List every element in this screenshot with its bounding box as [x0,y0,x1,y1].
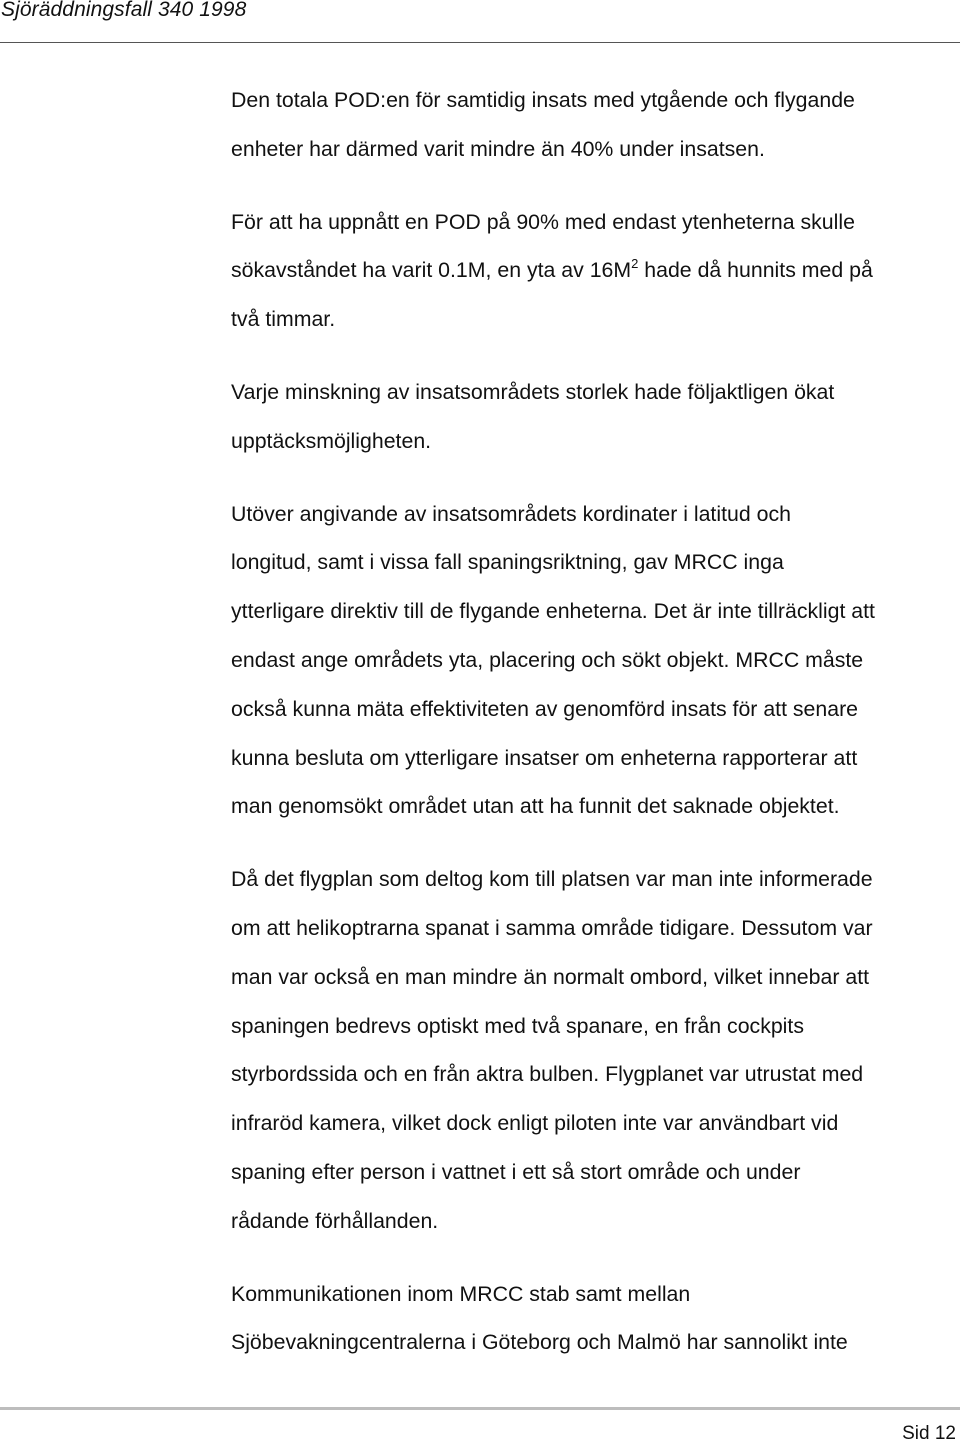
text-line: spaning efter person i vattnet i ett så stort område och under [231,1159,801,1184]
text-line: man var också en man mindre än normalt ombord, vilket innebar att [231,964,870,989]
header-divider [0,42,960,43]
text-line: rådande förhållanden. [231,1208,439,1233]
text-line: styrbordssida och en från aktra bulben. Flygplanet var utrustat med [231,1062,864,1087]
text-line: infraröd kamera, vilket dock enligt piloten inte var användbart vid [231,1111,839,1136]
text-line: Då det flygplan som deltog kom till platsen var man inte informerade [231,867,873,892]
paragraph-pod-total [231,76,960,174]
paragraph-aircraft-search [231,855,960,1245]
text-line: upptäcksmöjligheten. [231,428,432,453]
text-line: kunna besluta om ytterligare insatser om enheterna rapporterar att [231,745,858,770]
paragraph-spacing [231,466,960,490]
paragraph-pod-surface-units [231,198,960,344]
document-body [231,76,960,1367]
text-line: om att helikoptrarna spanat i samma område tidigare. Dessutom var [231,915,873,940]
text-line: För att ha uppnått en POD på 90% med endast ytenheterna skulle [231,209,855,234]
paragraph-mrcc-directives [231,490,960,832]
text-line-with-superscript [231,246,960,295]
text-line: också kunna mäta effektiviteten av genomförd insats för att senare [231,696,859,721]
paragraph-spacing [231,344,960,368]
paragraph-communication [231,1270,960,1368]
document-header-title: Sjöräddningsfall 340 1998 [1,0,247,21]
text-line: Sjöbevakningcentralerna i Göteborg och Malmö har sannolikt inte [231,1330,848,1355]
text-line: longitud, samt i vissa fall spaningsriktning, gav MRCC inga [231,550,784,575]
footer-divider [0,1407,960,1410]
text-segment: hade då hunnits med på [638,258,873,283]
text-line: spaningen bedrevs optiskt med två spanare, en från cockpits [231,1013,804,1038]
text-segment: sökavståndet ha varit 0.1M, en yta av 16M [231,258,632,283]
paragraph-spacing [231,174,960,198]
paragraph-spacing [231,1246,960,1270]
superscript-number: 2 [631,256,639,272]
text-line: enheter har därmed varit mindre än 40% under insatsen. [231,136,765,161]
text-line: Varje minskning av insatsområdets storlek hade följaktligen ökat [231,379,835,404]
paragraph-area-reduction [231,368,960,466]
text-line: Utöver angivande av insatsområdets kordinater i latitud och [231,501,791,526]
text-line: Den totala POD:en för samtidig insats med ytgående och flygande [231,88,855,112]
paragraph-spacing [231,831,960,855]
page-number: Sid 12 [902,1423,956,1444]
text-line: Kommunikationen inom MRCC stab samt mellan [231,1281,691,1306]
text-line: ytterligare direktiv till de flygande enheterna. Det är inte tillräckligt att [231,599,875,624]
text-line: endast ange områdets yta, placering och sökt objekt. MRCC måste [231,647,864,672]
text-line: man genomsökt området utan att ha funnit det saknade objektet. [231,794,840,819]
text-line: två timmar. [231,307,336,332]
